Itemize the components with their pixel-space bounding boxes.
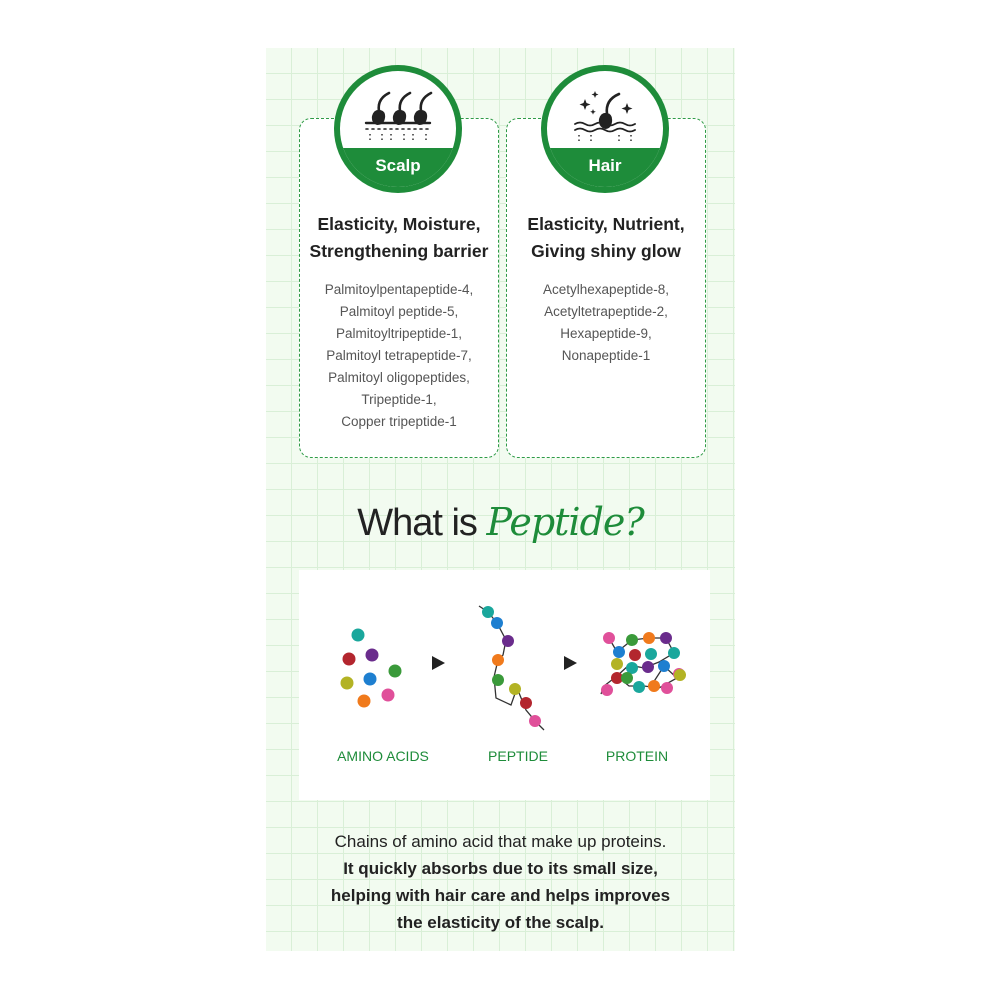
amino-acid-chain-illustration [299,570,710,740]
amino-acids-label: AMINO ACIDS [337,748,429,764]
heading-script-word: Peptide? [486,500,644,544]
shiny-hair-icon [567,89,643,145]
hair-badge [541,65,669,193]
hair-label: Hair [588,156,622,175]
peptide-chain-group [479,606,544,730]
ingredient-item: Copper tripeptide-1 [341,414,457,429]
amino-acids-group [341,629,402,708]
hair-ingredient-list [507,279,705,367]
section-heading: What is Peptide? [357,500,644,544]
ingredient-item: Palmitoyl tetrapeptide-7, [326,348,472,363]
ingredient-item: Hexapeptide-9, [560,326,652,341]
protein-label: PROTEIN [605,748,669,764]
ingredient-item: Palmitoylpentapeptide-4, [324,282,474,297]
scalp-ingredient-list [300,279,498,433]
scalp-badge [334,65,462,193]
ingredient-item: Palmitoyl peptide-5, [339,304,459,319]
ingredient-item: Acetyltetrapeptide-2, [544,304,668,319]
ingredient-item: Palmitoyl oligopeptides, [328,370,470,385]
ingredient-item: Palmitoyltripeptide-1, [335,326,463,341]
peptide-label: PEPTIDE [488,748,548,764]
description-text: Chains of amino acid that make up proteins. It quickly absorbs due to its small size, helping with hair care and helps improves the elasticity of the scalp. [330,832,671,932]
scalp-label: Scalp [375,156,421,175]
protein-cluster-group [601,632,686,696]
ingredient-item: Acetylhexapeptide-8, [542,282,670,297]
peptide-diagram [299,570,710,800]
hair-card-title: Elasticity, Nutrient, Giving shiny glow [527,214,685,261]
ingredient-item: Nonapeptide-1 [561,348,651,363]
ingredient-item: Tripeptide-1, [361,392,437,407]
arrow-right-icon [564,656,577,670]
scalp-hair-follicles-icon [360,89,436,145]
scalp-card-title: Elasticity, Moisture, Strengthening barrier [309,214,489,261]
arrow-right-icon [432,656,445,670]
